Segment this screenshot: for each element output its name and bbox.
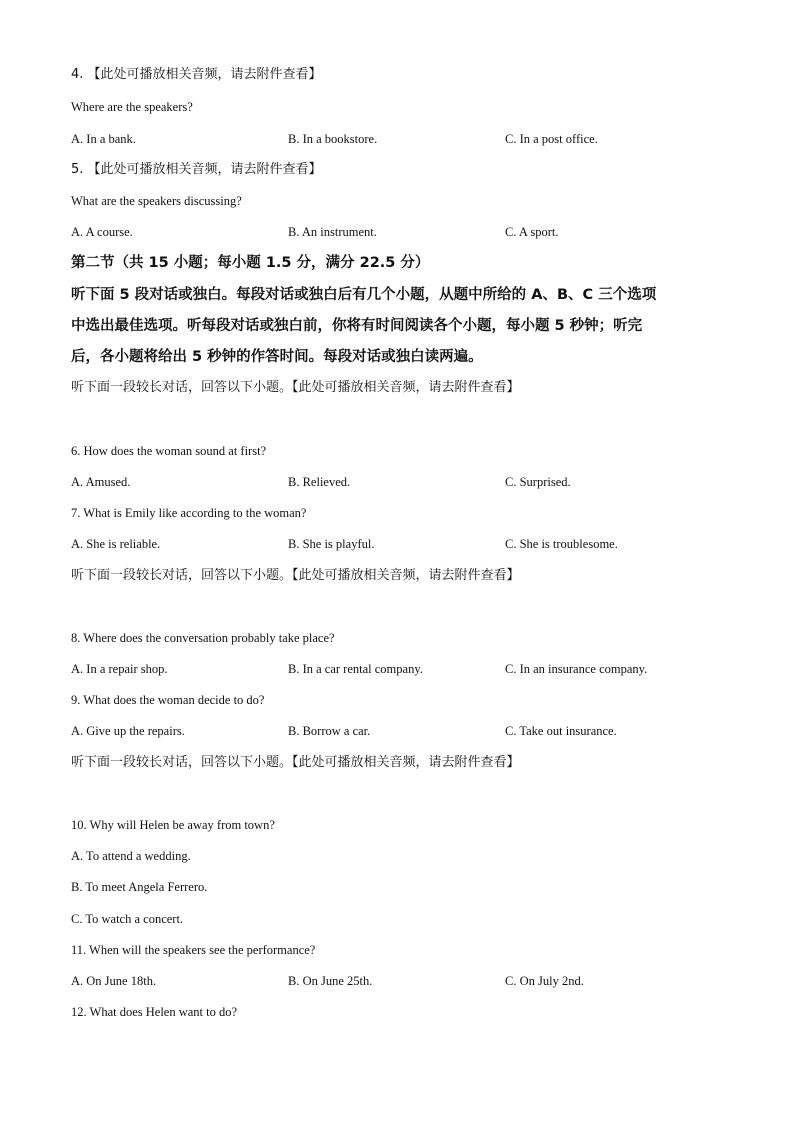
option-b: B. On June 25th.: [288, 974, 373, 988]
option-b: B. In a car rental company.: [288, 662, 423, 676]
question-8-stem: 8. Where does the conversation probably take place?: [71, 631, 335, 645]
section-2-title: 第二节（共 15 小题；每小题 1.5 分，满分 22.5 分）: [71, 255, 430, 271]
instruction-line-3: 后，各小题将给出 5 秒钟的作答时间。每段对话或独白读两遍。: [71, 349, 483, 365]
question-7-options: [71, 536, 731, 552]
question-10-option-c: C. To watch a concert.: [71, 912, 184, 926]
option-b: B. She is playful.: [288, 537, 375, 551]
question-4-header: 4. 【此处可播放相关音频，请去附件查看】: [71, 67, 322, 82]
question-6-options: [71, 474, 731, 490]
option-c: C. Surprised.: [505, 475, 571, 489]
question-8-options: [71, 661, 731, 677]
question-4-options: [71, 131, 731, 147]
option-a: A. In a repair shop.: [71, 662, 168, 676]
option-a: A. She is reliable.: [71, 537, 161, 551]
question-6-stem: 6. How does the woman sound at first?: [71, 444, 267, 458]
question-12-stem: 12. What does Helen want to do?: [71, 1005, 238, 1019]
question-11-stem: 11. When will the speakers see the performance?: [71, 943, 316, 957]
option-c: C. She is troublesome.: [505, 537, 618, 551]
question-11-options: [71, 973, 731, 989]
option-b: B. In a bookstore.: [288, 132, 378, 146]
instruction-line-2: 中选出最佳选项。听每段对话或独白前，你将有时间阅读各个小题，每小题 5 秒钟；听完: [71, 318, 643, 334]
section-2-instructions: [71, 280, 731, 373]
question-10-option-b: B. To meet Angela Ferrero.: [71, 880, 208, 894]
option-a: A. In a bank.: [71, 132, 136, 146]
instruction-line-1: 听下面 5 段对话或独白。每段对话或独白后有几个小题，从题中所给的 A、B、C 三个选项: [71, 287, 657, 303]
option-a: A. Give up the repairs.: [71, 724, 185, 738]
question-9-options: [71, 723, 731, 739]
option-c: C. A sport.: [505, 225, 559, 239]
option-c: C. In a post office.: [505, 132, 598, 146]
listen-prompt-1: 听下面一段较长对话，回答以下小题。【此处可播放相关音频，请去附件查看】: [71, 380, 520, 395]
option-b: B. An instrument.: [288, 225, 377, 239]
question-7-stem: 7. What is Emily like according to the woman?: [71, 506, 307, 520]
option-a: A. On June 18th.: [71, 974, 157, 988]
option-b: B. Relieved.: [288, 475, 351, 489]
option-a: A. A course.: [71, 225, 133, 239]
question-10-option-a: A. To attend a wedding.: [71, 849, 191, 863]
listen-prompt-3: 听下面一段较长对话，回答以下小题。【此处可播放相关音频，请去附件查看】: [71, 755, 520, 770]
question-10-stem: 10. Why will Helen be away from town?: [71, 818, 275, 832]
question-5-options: [71, 224, 731, 240]
question-4-stem: Where are the speakers?: [71, 100, 193, 114]
option-a: A. Amused.: [71, 475, 131, 489]
option-c: C. In an insurance company.: [505, 662, 648, 676]
listen-prompt-2: 听下面一段较长对话，回答以下小题。【此处可播放相关音频，请去附件查看】: [71, 568, 520, 583]
option-c: C. On July 2nd.: [505, 974, 584, 988]
option-b: B. Borrow a car.: [288, 724, 371, 738]
question-5-header: 5. 【此处可播放相关音频，请去附件查看】: [71, 162, 322, 177]
option-c: C. Take out insurance.: [505, 724, 617, 738]
question-9-stem: 9. What does the woman decide to do?: [71, 693, 265, 707]
question-5-stem: What are the speakers discussing?: [71, 194, 242, 208]
